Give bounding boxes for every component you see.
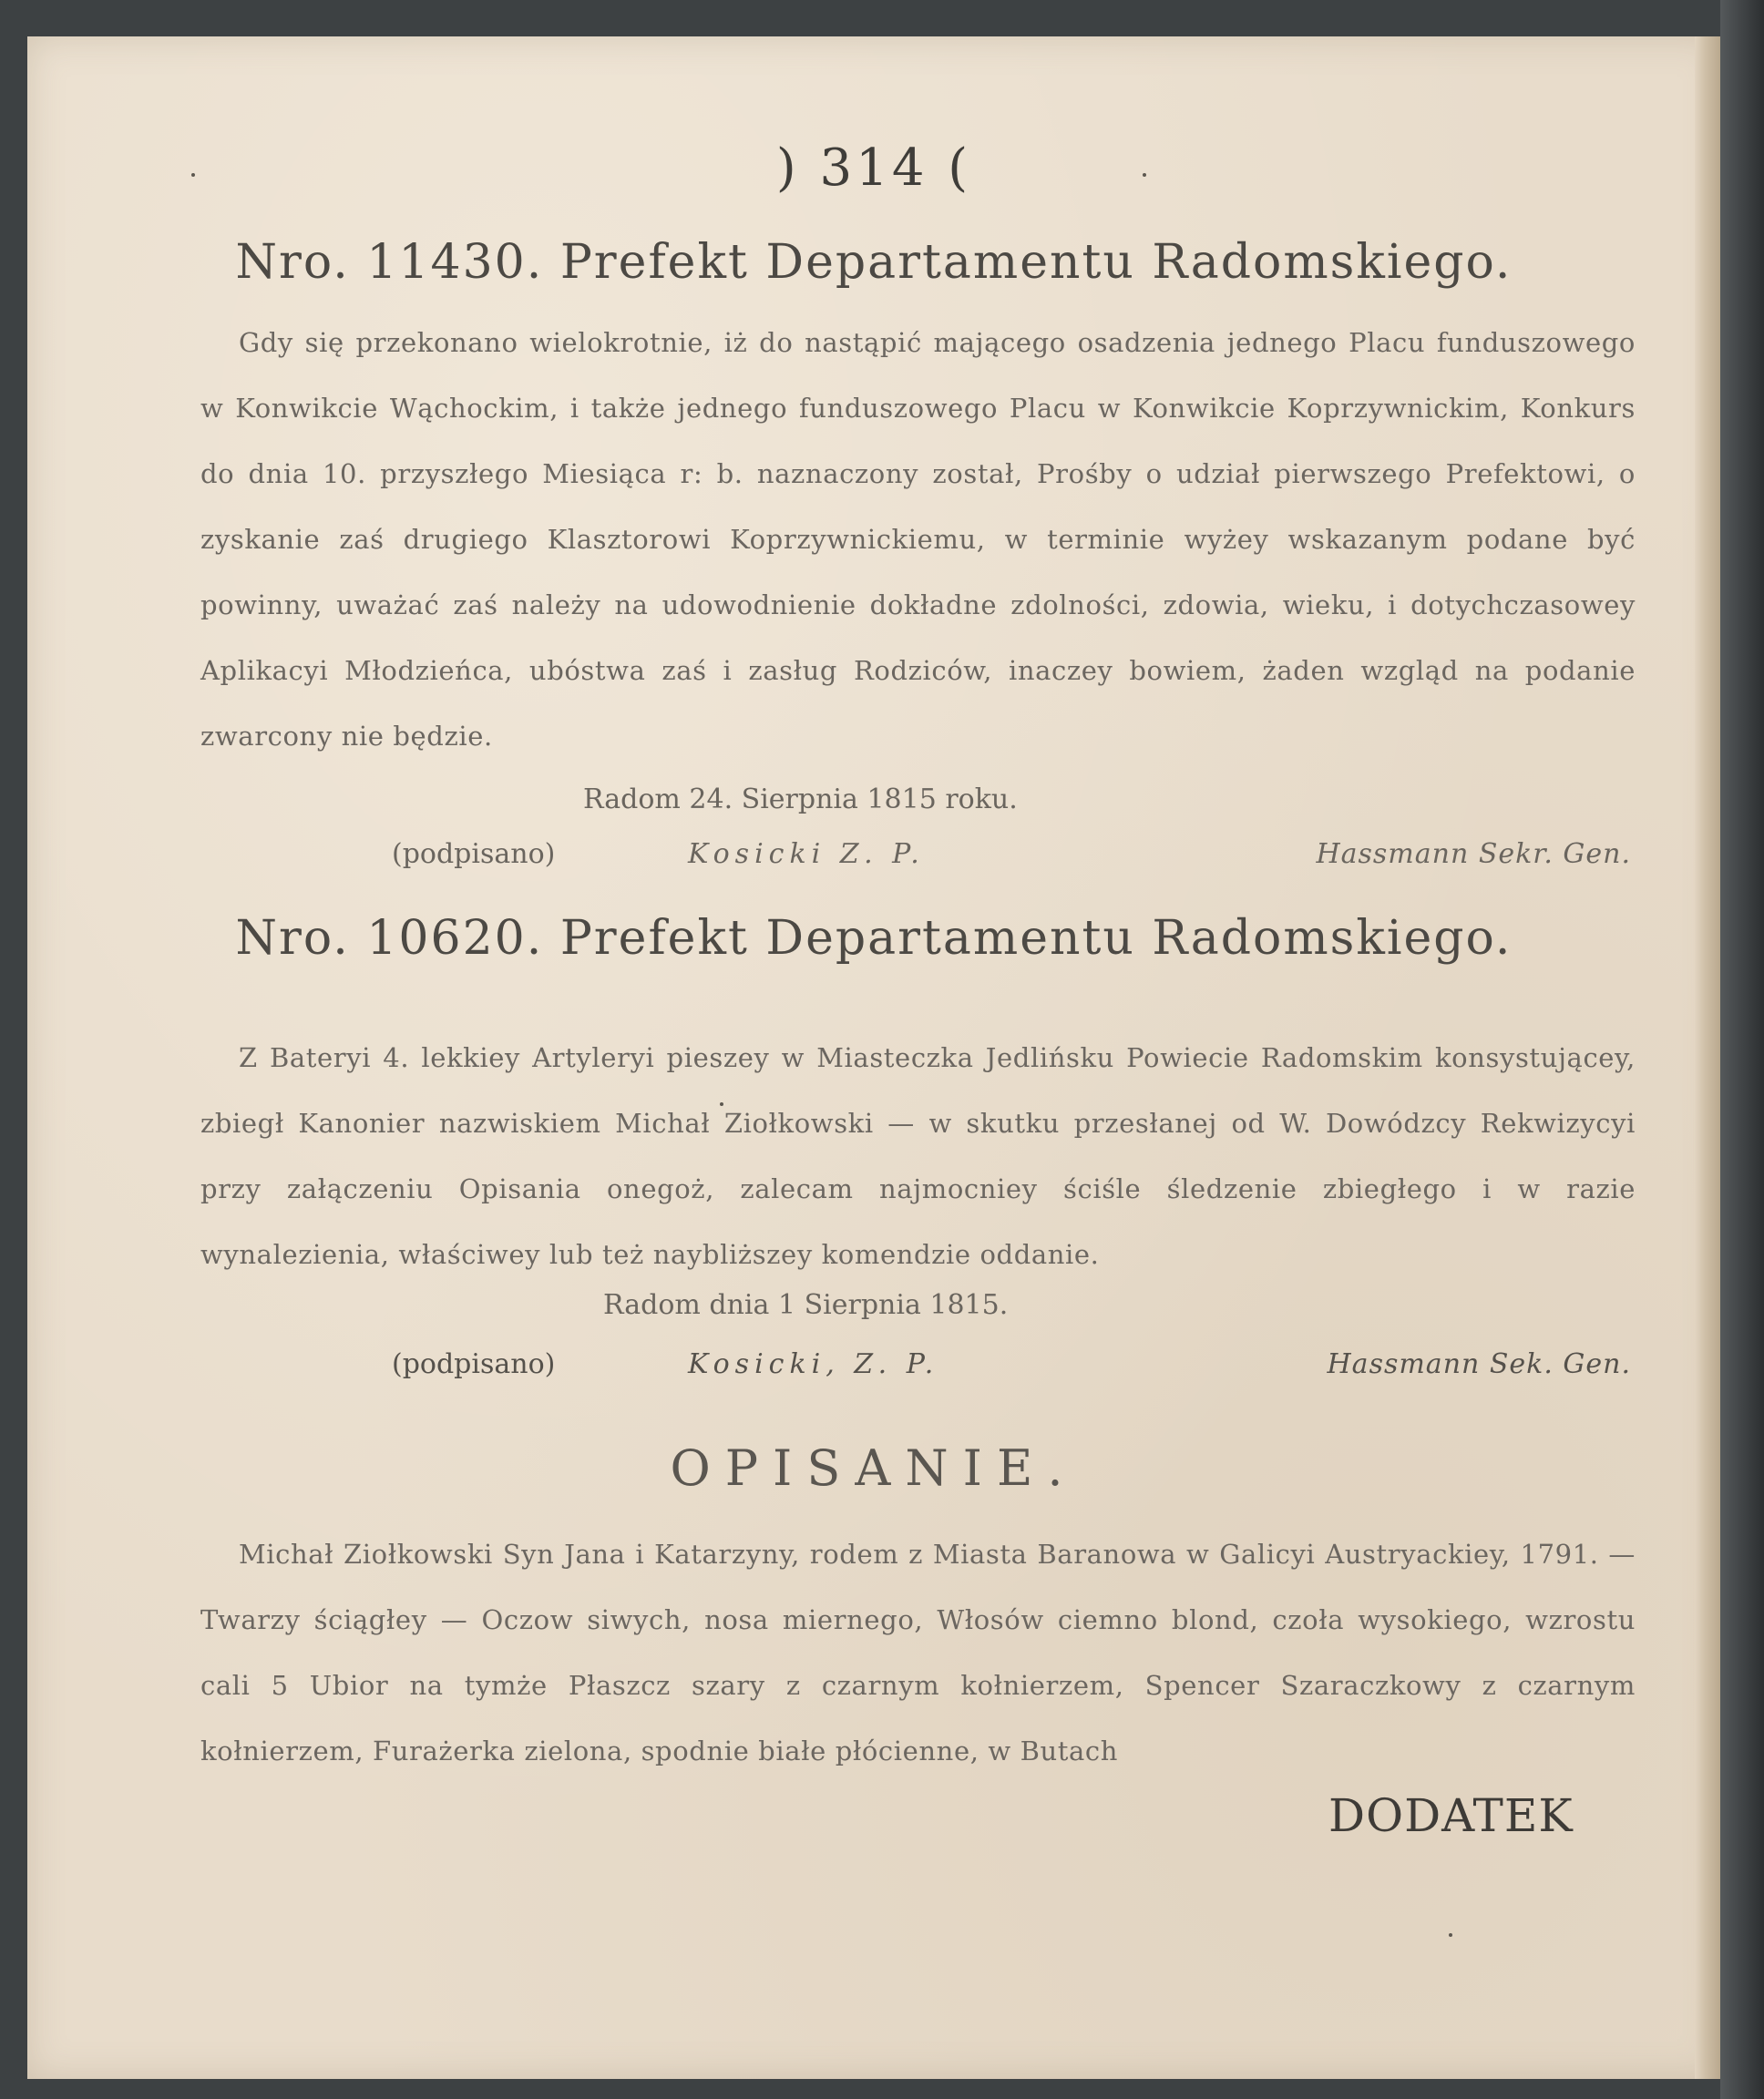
notice-1-body: Gdy się przekonano wielokrotnie, iż do nastąpić mającego osadzenia jednego Placu funduszowego w Konwikcie Wąchockim, i także jednego funduszowego Placu w Konwikcie Koprzywnickim, Konkurs do dnia 10. przyszłego Miesiąca r: b. naznaczony został, Prośby o udział pierwszego Prefektowi, o zyskanie zaś drugiego Klasztorowi Koprzywnickiemu, w terminie wyżey wskazanym podane być powinny, uważać zaś należy na udowodnienie dokładne zdolności, zdowia, wieku, i dotychczasowey Aplikacyi Młodzieńca, ubóstwa zaś i zasług Rodziców, inaczey bowiem, żaden wzgląd na podanie zwarcony nie będzie. xyxy=(200,327,1636,752)
notice-2-secretary: Hassmann Sek. Gen. xyxy=(1327,1348,1631,1380)
notice-1-signature-label: (podpisano) xyxy=(392,838,556,870)
description-body: Michał Ziołkowski Syn Jana i Katarzyny, rodem z Miasta Baranowa w Galicyi Austryackiey, 1791. — Twarzy ściągłey — Oczow siwych, nosa miernego, Włosów ciemno blond, czoła wysokiego, wzrostu cali 5 Ubior na tymże Płaszcz szary z czarnym kołnierzem, Spencer Szaraczkowy z czarnym kołnierzem, Furażerka zielona, spodnie białe płócienne, w Butach xyxy=(200,1539,1636,1766)
ink-speck xyxy=(1449,1933,1452,1937)
notice-2-signature-row xyxy=(392,1348,1631,1394)
notice-1-signatory: Kosicki Z. P. xyxy=(688,838,925,870)
description-title: OPISANIE. xyxy=(670,1439,1078,1497)
catchword: DODATEK xyxy=(1328,1789,1574,1842)
document-page xyxy=(27,36,1720,2079)
notice-2-body: Z Bateryi 4. lekkiey Artyleryi pieszey w Miasteczka Jedlińsku Powiecie Radomskim konsystującey, zbiegł Kanonier nazwiskiem Michał Ziołkowski — w skutku przesłanej od W. Dowódzcy Rekwizycyi przy załączeniu Opisania onegoż, zalecam najmocniey ściśle śledzenie zbiegłego i w razie wynalezienia, właściwey lub też naybliższey komendzie oddanie. xyxy=(200,1042,1636,1270)
notice-1-date: Radom 24. Sierpnia 1815 roku. xyxy=(583,783,1018,815)
notice-2-heading: Nro. 10620. Prefekt Departamentu Radomskiego. xyxy=(235,911,1513,966)
page-number: ) 314 ( xyxy=(775,138,972,198)
book-spine xyxy=(1720,0,1764,2099)
notice-2-signature-label: (podpisano) xyxy=(392,1348,556,1380)
page-edge xyxy=(1695,36,1720,2079)
ink-speck xyxy=(720,1102,723,1106)
ink-speck xyxy=(1143,173,1146,177)
notice-1-signature-row xyxy=(392,838,1631,884)
notice-2-date: Radom dnia 1 Sierpnia 1815. xyxy=(603,1289,1009,1321)
notice-1-secretary: Hassmann Sekr. Gen. xyxy=(1316,838,1631,870)
notice-1-heading: Nro. 11430. Prefekt Departamentu Radomskiego. xyxy=(235,235,1513,290)
notice-2-signatory: Kosicki, Z. P. xyxy=(688,1348,939,1380)
ink-speck xyxy=(191,173,195,177)
